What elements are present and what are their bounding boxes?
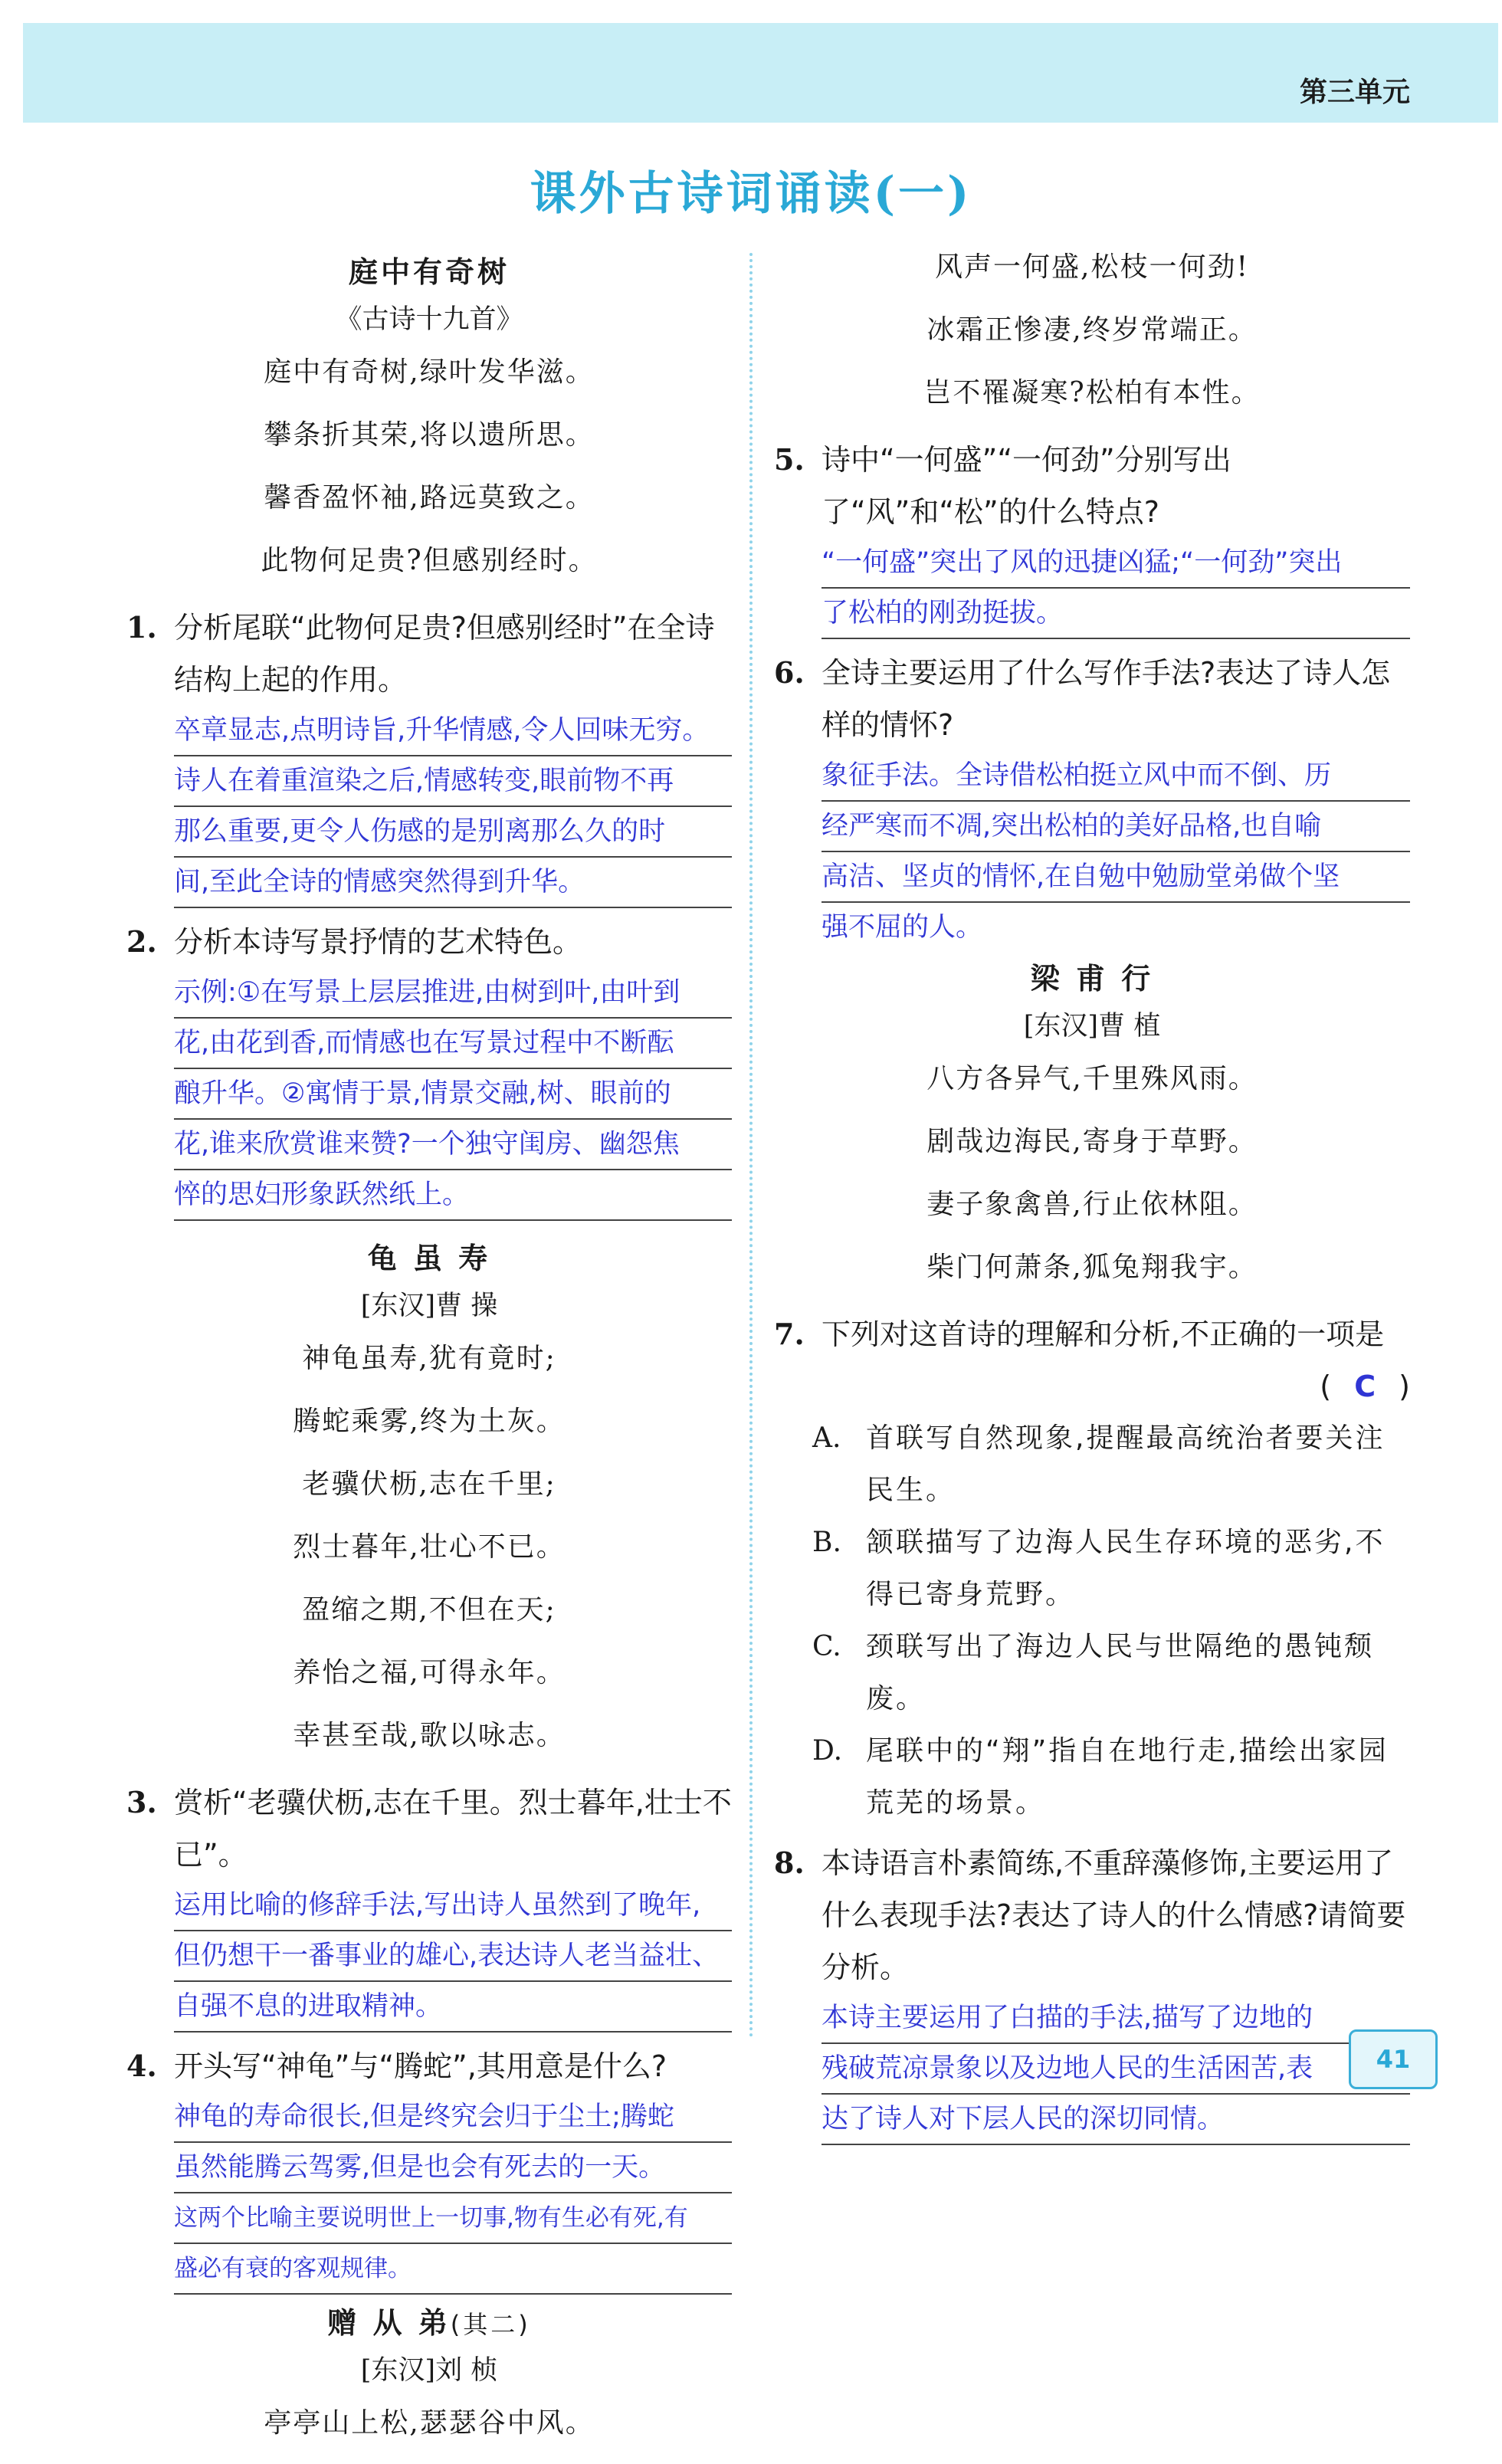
option-a [812,1412,1410,1517]
answer-line: 花,由花到香,而情感也在写景过程中不断酝 [174,1019,732,1069]
answer-line: “一何盛”突出了风的迅捷凶猛;“一何劲”突出 [822,538,1410,589]
poem-line: 柴门何萧条,狐兔翔我宇。 [926,1252,1258,1283]
option-letter: A. [812,1422,841,1454]
question-number: 4. [126,2049,157,2083]
poem-line: 老骥伏枥,志在千里; [302,1468,556,1500]
answer-line: 但仍想干一番事业的雄心,表达诗人老当益壮、 [174,1931,732,1982]
question-text: 本诗语言朴素简练,不重辞藻修饰,主要运用了什么表现手法?表达了诗人的什么情感?请简要分析。 [822,1846,1406,1984]
question-8 [774,1837,1410,2145]
option-letter: B. [812,1527,841,1558]
answer-line: 自强不息的进取精神。 [174,1982,732,2033]
answer-line: 间,至此全诗的情感突然得到升华。 [174,858,732,908]
answer-6 [822,751,1410,952]
poem-author: 《古诗十九首》 [335,304,523,335]
poem-line: 妻子象禽兽,行止依林阻。 [926,1189,1258,1220]
option-text: 颔联描写了边海人民生存环境的恶劣,不得已寄身荒野。 [866,1527,1386,1610]
poem-line: 风声一何盛,松枝一何劲! [935,251,1249,283]
option-letter: D. [812,1735,843,1767]
poem-line: 养怡之福,可得永年。 [293,1657,566,1688]
answer-line: 强不屈的人。 [822,912,983,943]
question-number: 7. [774,1317,805,1351]
answer-line: 卒章显志,点明诗旨,升华情感,令人回味无穷。 [174,706,732,756]
question-number: 1. [126,610,157,645]
answer-5 [822,538,1410,639]
answer-3 [174,1881,732,2033]
answer-line: 神龟的寿命很长,但是终究会归于尘土;腾蛇 [174,2092,732,2143]
option-text: 尾联中的“翔”指自在地行走,描绘出家园荒芜的场景。 [866,1735,1389,1819]
poem-line: 盈缩之期,不但在天; [302,1594,556,1626]
poem-author: [东汉]曹 植 [1023,1011,1161,1042]
poem-line: 八方各异气,千里殊风雨。 [926,1063,1258,1094]
question-2 [126,916,732,1221]
option-b [812,1517,1410,1621]
poem-title: 梁 甫 行 [1030,962,1154,996]
poem-line: 攀条折其荣,将以遗所思。 [264,419,595,451]
option-letter: C. [812,1631,841,1662]
unit-label: 第三单元 [1299,77,1410,108]
question-text: 赏析“老骥伏枥,志在千里。烈士暮年,壮士不已”。 [174,1786,732,1872]
poem-line: 庭中有奇树,绿叶发华滋。 [264,356,595,388]
question-number: 6. [774,655,805,690]
poem-ting-zhong-you-qi-shu [126,248,732,578]
poem-line: 岂不罹凝寒?松柏有本性。 [923,377,1261,408]
answer-1 [174,706,732,908]
question-3 [126,1777,732,2033]
question-stem: 下列对这首诗的理解和分析,不正确的一项是 [822,1317,1385,1351]
page-number-badge: 41 [1349,2029,1438,2089]
poem-line: 剧哉边海民,寄身于草野。 [926,1126,1258,1157]
question-text: 全诗主要运用了什么写作手法?表达了诗人怎样的情怀? [822,656,1391,742]
column-divider [749,253,753,2039]
question-text: 诗中“一何盛”“一何劲”分别写出了“风”和“松”的什么特点? [822,443,1231,529]
answer-line: 花,谁来欣赏谁来赞?一个独守闺房、幽怨焦 [174,1120,732,1170]
answer-4 [174,2092,732,2295]
poem-line: 馨香盈怀袖,路远莫致之。 [264,482,595,513]
question-4 [126,2040,732,2295]
poem-author: [东汉]曹 操 [360,1291,498,1321]
poem-title: 龟 虽 寿 [367,1242,491,1275]
option-text: 首联写自然现象,提醒最高统治者要关注民生。 [866,1422,1386,1506]
question-1 [126,602,732,908]
question-text: 分析本诗写景抒情的艺术特色。 [174,925,582,959]
header-bar [23,23,1498,123]
option-text: 颈联写出了海边人民与世隔绝的愚钝颓废。 [866,1631,1375,1714]
poem-line: 幸甚至哉,歌以咏志。 [293,1720,566,1751]
poem-zeng-cong-di-continued [774,245,1410,410]
poem-title-text: 赠 从 弟 [327,2306,451,2340]
question-text: 开头写“神龟”与“腾蛇”,其用意是什么? [174,2049,667,2083]
poem-line: 腾蛇乘雾,终为土灰。 [293,1406,566,1437]
poem-line: 神龟虽寿,犹有竟时; [302,1343,556,1374]
answer-line: 象征手法。全诗借松柏挺立风中而不倒、历 [822,751,1410,802]
left-column [126,245,732,2464]
right-column [774,245,1410,2145]
poem-liang-fu-xing [774,955,1410,1284]
answer-line: 残破荒凉景象以及边地人民的生活困苦,表 [822,2044,1410,2095]
poem-title [126,2299,732,2341]
question-text: 分析尾联“此物何足贵?但感别经时”在全诗结构上起的作用。 [174,611,715,697]
answer-line: 了松柏的刚劲挺拔。 [822,589,1410,639]
selected-choice: C [1354,1370,1376,1403]
paren-close: ) [1399,1370,1410,1403]
answer-line: 运用比喻的修辞手法,写出诗人虽然到了晚年, [174,1881,732,1931]
question-number: 2. [126,924,157,959]
answer-line: 达了诗人对下层人民的深切同情。 [822,2095,1410,2145]
answer-line: 那么重要,更令人伤感的是别离那么久的时 [174,807,732,858]
answer-line: 酿升华。②寓情于景,情景交融,树、眼前的 [174,1069,732,1120]
poem-zeng-cong-di [126,2299,732,2440]
question-6 [774,647,1410,952]
answer-parentheses [1320,1360,1410,1412]
answer-line: 经严寒而不凋,突出松柏的美好品格,也自喻 [822,802,1410,852]
answer-8 [822,1993,1410,2145]
poem-line: 此物何足贵?但感别经时。 [261,545,598,576]
page-title: 课外古诗词诵读(一) [530,167,972,221]
question-text [822,1308,1410,1412]
question-number: 8. [774,1846,805,1880]
question-7 [774,1308,1410,1829]
paren-open: ( [1320,1370,1332,1403]
poem-subtitle: (其二) [450,2310,531,2339]
question-number: 3. [126,1785,157,1819]
poem-line: 冰霜正惨凄,终岁常端正。 [926,314,1258,346]
answer-line: 高洁、坚贞的情怀,在自勉中勉励堂弟做个坚 [822,852,1410,903]
answer-line: 盛必有衰的客观规律。 [174,2244,732,2295]
answer-line: 诗人在着重渲染之后,情感转变,眼前物不再 [174,756,732,807]
poem-gui-sui-shou [126,1235,732,1753]
answer-2 [174,968,732,1221]
answer-line: 示例:①在写景上层层推进,由树到叶,由叶到 [174,968,732,1019]
question-5 [774,434,1410,639]
option-c [812,1621,1410,1725]
answer-line: 悴的思妇形象跃然纸上。 [174,1170,732,1221]
poem-line: 烈士暮年,壮心不已。 [293,1531,566,1563]
poem-line: 亭亭山上松,瑟瑟谷中风。 [264,2407,595,2439]
poem-author: [东汉]刘 桢 [360,2355,498,2386]
answer-line: 本诗主要运用了白描的手法,描写了边地的 [822,1993,1410,2044]
option-d [812,1725,1410,1829]
answer-line: 这两个比喻主要说明世上一切事,物有生必有死,有 [174,2193,732,2244]
poem-title: 庭中有奇树 [348,255,510,289]
question-number: 5. [774,442,805,477]
answer-line: 虽然能腾云驾雾,但是也会有死去的一天。 [174,2143,732,2193]
